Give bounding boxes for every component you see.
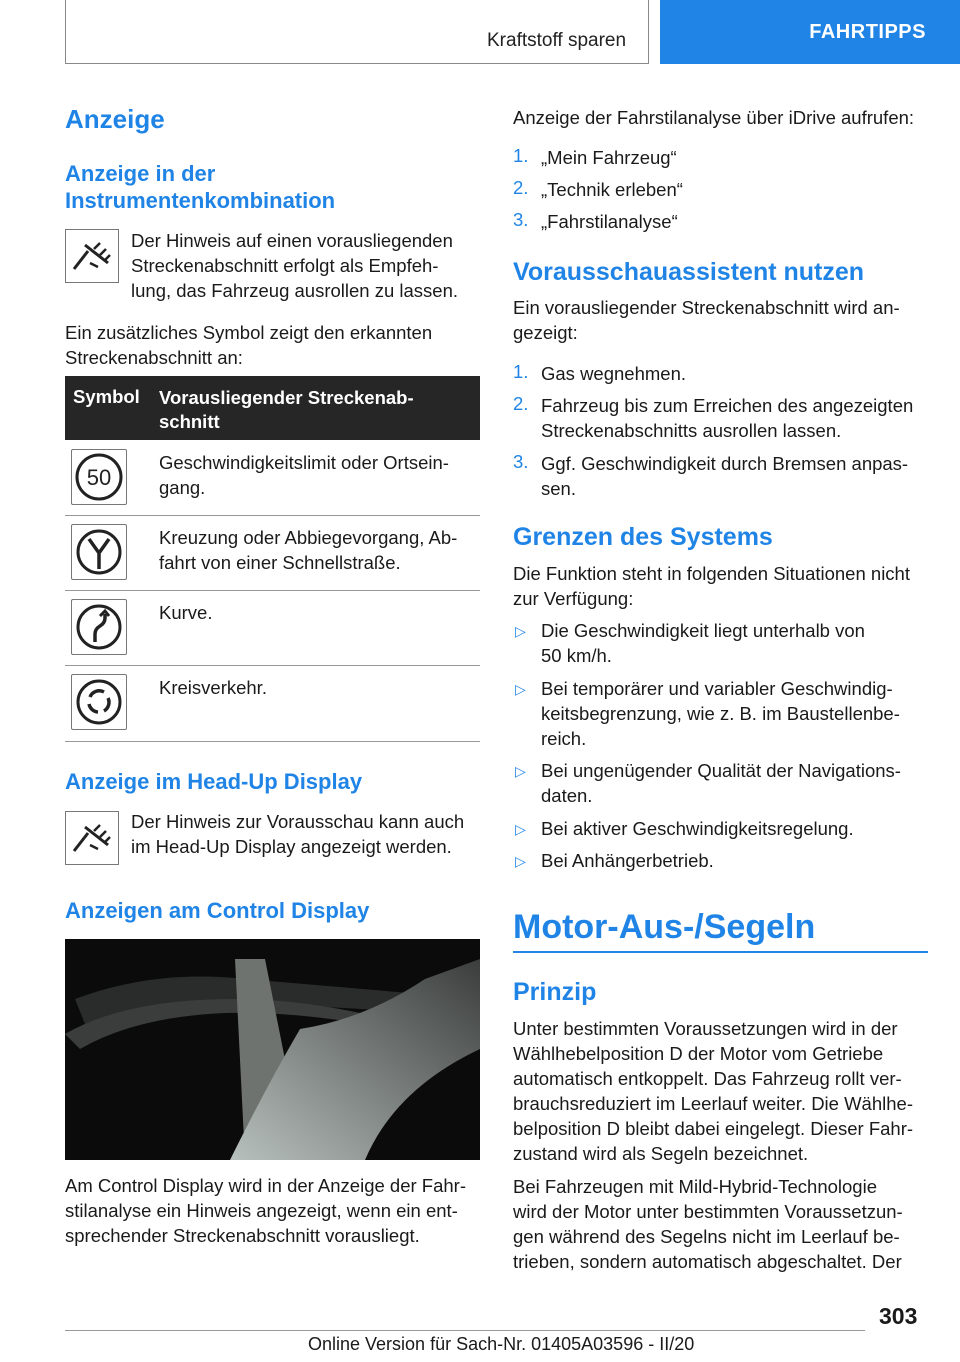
text-line: Geschwindigkeitslimit oder Ortsein-	[159, 452, 449, 473]
text-line: gen während des Segelns nicht im Leerlauf be-	[513, 1226, 900, 1247]
step-text	[541, 451, 908, 501]
text-line: Streckenabschnitt erfolgt als Empfeh-	[131, 255, 439, 276]
header-divider	[648, 0, 649, 64]
text-line: sprechender Streckenabschnitt vorausliegt.	[65, 1225, 420, 1246]
table-row-divider	[65, 590, 480, 591]
text-line: automatisch entkoppelt. Das Fahrzeug rollt ver-	[513, 1068, 902, 1089]
text-line: Unter bestimmten Voraussetzungen wird in der	[513, 1018, 898, 1039]
text-line: fahrt von einer Schnellstraße.	[159, 552, 401, 573]
heading-anzeige: Anzeige	[65, 104, 165, 134]
text-line: zustand wird als Segeln bezeichnet.	[513, 1143, 809, 1164]
roundabout-icon	[71, 674, 127, 730]
text-line: Am Control Display wird in der Anzeige der Fahr-	[65, 1175, 466, 1196]
bullet-triangle-icon: ▷	[515, 763, 526, 779]
header-underline	[65, 63, 649, 64]
text-line: im Head-Up Display angezeigt werden.	[131, 836, 452, 857]
page-number: 303	[879, 1303, 918, 1329]
text-line: Bei Fahrzeugen mit Mild-Hybrid-Technologie	[513, 1176, 877, 1197]
table-header	[65, 376, 480, 440]
table-row-text: Kreisverkehr.	[159, 677, 267, 698]
text-line: daten.	[541, 785, 593, 806]
table-header-section	[159, 386, 414, 434]
text-line: 50 km/h.	[541, 645, 612, 666]
text-line: Wählhebelposition D der Motor vom Getriebe	[513, 1043, 884, 1064]
text-line: Die Geschwindigkeit liegt unterhalb von	[541, 620, 865, 641]
text-line: Der Hinweis zur Vorausschau kann auch	[131, 811, 465, 832]
bullet-triangle-icon: ▷	[515, 623, 526, 639]
limit-item	[541, 676, 900, 751]
step-text: Gas wegnehmen.	[541, 363, 687, 384]
control-display-image	[65, 939, 480, 1160]
heading-underline	[513, 951, 928, 953]
text-line: Ggf. Geschwindigkeit durch Bremsen anpas-	[541, 453, 909, 474]
hud-note	[131, 809, 464, 859]
heading-motor-aus-segeln: Motor-Aus-/Segeln	[513, 908, 816, 946]
table-row-divider	[65, 515, 480, 516]
symbol-intro	[65, 320, 432, 370]
limit-item	[541, 618, 865, 668]
text-line: Ein zusätzliches Symbol zeigt den erkannten	[65, 322, 433, 343]
table-row-divider	[65, 665, 480, 666]
step-number: 3.	[513, 209, 529, 230]
limit-item: Bei aktiver Geschwindigkeitsregelung.	[541, 818, 854, 839]
text-line: Streckenabschnitt an:	[65, 347, 243, 368]
text-line: Die Funktion steht in folgenden Situationen nicht	[513, 563, 910, 584]
instrument-note	[131, 228, 458, 303]
text-line: Ein vorausliegender Streckenabschnitt wird an-	[513, 297, 900, 318]
road-ahead-icon	[65, 811, 119, 865]
step-text: „Technik erleben“	[541, 179, 683, 200]
step-text	[541, 393, 913, 443]
text-line: brauchsreduziert im Leerlauf weiter. Die Wählhe-	[513, 1093, 913, 1114]
idrive-intro: Anzeige der Fahrstilanalyse über iDrive aufrufen:	[513, 107, 915, 128]
step-number: 2.	[513, 393, 529, 414]
text-line: belposition D bleibt dabei eingelegt. Dieser Fahr-	[513, 1118, 914, 1139]
text-line: Der Hinweis auf einen vorausliegenden	[131, 230, 453, 251]
footer-rule	[65, 1330, 865, 1331]
speed-limit-50-icon	[71, 449, 127, 505]
heading-line: Instrumentenkombination	[65, 188, 336, 213]
speed-limit-value: 50	[86, 465, 112, 490]
text-line: Bei ungenügender Qualität der Navigations-	[541, 760, 901, 781]
text-line: trieben, sondern automatisch abgeschaltet. Der	[513, 1251, 902, 1272]
heading-control-display: Anzeigen am Control Display	[65, 898, 370, 923]
text-line: Streckenabschnitts ausrollen lassen.	[541, 420, 842, 441]
heading-grenzen: Grenzen des Systems	[513, 523, 773, 551]
step-number: 2.	[513, 177, 529, 198]
text-line: gang.	[159, 477, 206, 498]
table-row-text	[159, 525, 457, 575]
text-line: reich.	[541, 728, 587, 749]
road-ahead-icon	[65, 229, 119, 283]
text-line: keitsbegrenzung, wie z. B. im Baustellenbe-	[541, 703, 900, 724]
bullet-triangle-icon: ▷	[515, 681, 526, 697]
text-line: wird der Motor unter bestimmten Voraussetzun-	[513, 1201, 903, 1222]
text-line: stilanalyse ein Hinweis angezeigt, wenn ein ent-	[65, 1200, 458, 1221]
text-line: Vorausliegender Streckenab-	[159, 387, 414, 408]
text-line: sen.	[541, 478, 576, 499]
prinzip-paragraph	[513, 1016, 913, 1166]
step-number: 1.	[513, 145, 529, 166]
limit-item	[541, 758, 901, 808]
header-chapter-badge: FAHRTIPPS	[660, 0, 960, 64]
text-line: Fahrzeug bis zum Erreichen des angezeigten	[541, 395, 914, 416]
bullet-triangle-icon: ▷	[515, 821, 526, 837]
step-number: 3.	[513, 451, 529, 472]
text-line: Bei temporärer und variabler Geschwindig-	[541, 678, 893, 699]
heading-vorausschauassistent: Vorausschauassistent nutzen	[513, 258, 865, 286]
step-text: „Fahrstilanalyse“	[541, 211, 678, 232]
control-display-caption	[65, 1173, 466, 1248]
header-section-title: Kraftstoff sparen	[487, 30, 627, 51]
bullet-triangle-icon: ▷	[515, 853, 526, 869]
table-row-text	[159, 450, 449, 500]
step-text: „Mein Fahrzeug“	[541, 147, 677, 168]
heading-prinzip: Prinzip	[513, 978, 597, 1006]
text-line: gezeigt:	[513, 322, 578, 343]
footer-online-version: Online Version für Sach-Nr. 01405A03596 - II/20	[308, 1334, 695, 1354]
step-number: 1.	[513, 361, 529, 382]
table-header-symbol: Symbol	[73, 386, 140, 407]
text-line: schnitt	[159, 411, 220, 432]
limit-item: Bei Anhängerbetrieb.	[541, 850, 714, 871]
table-row-text: Kurve.	[159, 602, 213, 623]
table-row-divider	[65, 741, 480, 742]
curve-icon	[71, 599, 127, 655]
assist-intro	[513, 295, 900, 345]
heading-head-up-display: Anzeige im Head-Up Display	[65, 769, 363, 794]
text-line: lung, das Fahrzeug ausrollen zu lassen.	[131, 280, 459, 301]
junction-icon	[71, 524, 127, 580]
limits-intro	[513, 561, 910, 611]
text-line: zur Verfügung:	[513, 588, 634, 609]
header-left-rule	[65, 0, 66, 64]
heading-instrument-cluster	[65, 160, 335, 214]
text-line: Kreuzung oder Abbiegevorgang, Ab-	[159, 527, 458, 548]
heading-line: Anzeige in der	[65, 161, 216, 186]
prinzip-paragraph	[513, 1174, 903, 1274]
